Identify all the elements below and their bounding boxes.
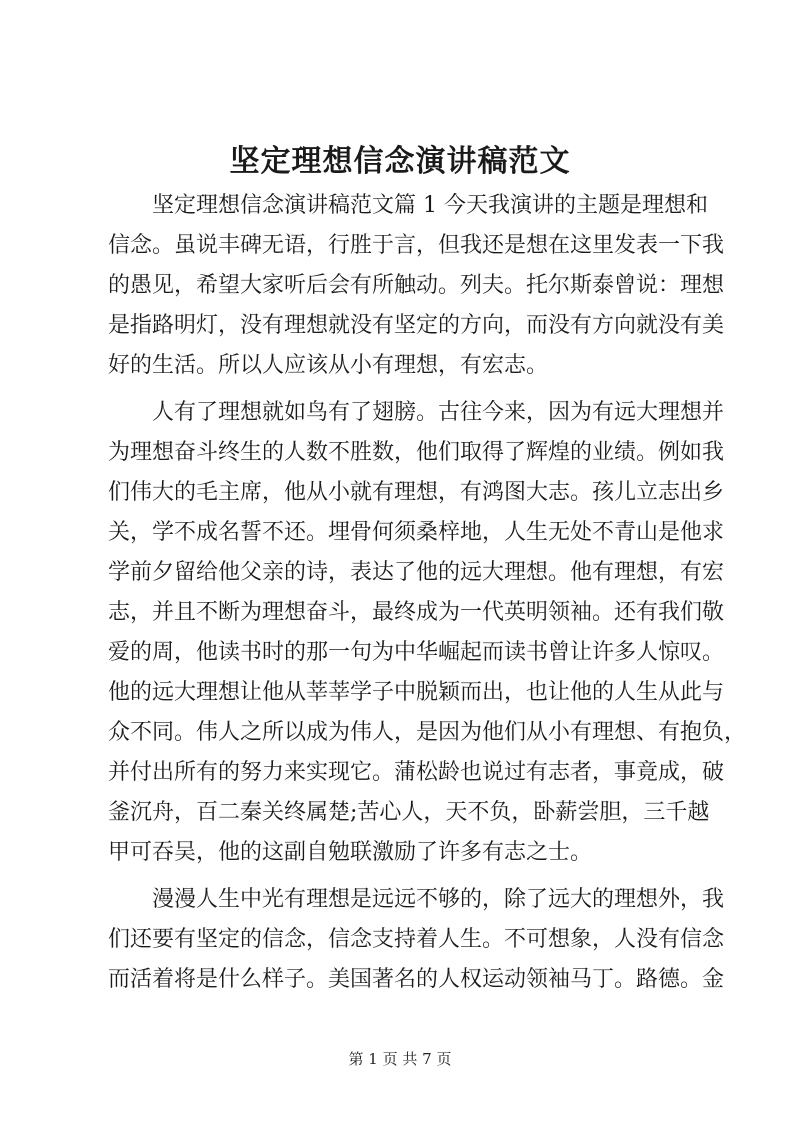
text-line: 志，并且不断为理想奋斗，最终成为一代英明领袖。还有我们敬 xyxy=(108,600,725,625)
text-line: 众不同。伟人之所以成为伟人，是因为他们从小有理想、有抱负， xyxy=(108,720,747,745)
text-line: 们还要有坚定的信念，信念支持着人生。不可想象，人没有信念 xyxy=(108,927,725,952)
text-line: 而活着将是什么样子。美国著名的人权运动领袖马丁。路德。金 xyxy=(108,967,725,992)
text-line: 并付出所有的努力来实现它。蒲松龄也说过有志者，事竟成，破 xyxy=(108,760,725,785)
text-line: 甲可吞吴，他的这副自勉联激励了许多有志之士。 xyxy=(108,840,593,865)
paragraph-gap xyxy=(108,873,708,880)
text-line: 好的生活。所以人应该从小有理想，有宏志。 xyxy=(108,353,549,378)
paragraph-3 xyxy=(108,880,725,1000)
text-line: 信念。虽说丰碑无语，行胜于言，但我还是想在这里发表一下我 xyxy=(108,233,725,258)
document-title: 坚定理想信念演讲稿范文 xyxy=(229,144,571,179)
text-line: 他的远大理想让他从莘莘学子中脱颖而出，也让他的人生从此与 xyxy=(108,680,725,705)
page-footer: 第 1 页 共 7 页 xyxy=(348,1050,452,1068)
paragraph-1 xyxy=(108,186,725,386)
text-line: 学前夕留给他父亲的诗，表达了他的远大理想。他有理想，有宏 xyxy=(108,560,725,585)
paragraph-2 xyxy=(108,393,747,873)
paragraph-gap xyxy=(108,386,708,393)
text-line: 爱的周，他读书时的那一句为中华崛起而读书曾让许多人惊叹。 xyxy=(108,640,725,665)
text-line: 是指路明灯，没有理想就没有坚定的方向，而没有方向就没有美 xyxy=(108,313,725,338)
text-line: 人有了理想就如鸟有了翅膀。古往今来，因为有远大理想并 xyxy=(108,400,725,425)
text-line: 釜沉舟，百二秦关终属楚;苦心人，天不负，卧薪尝胆，三千越 xyxy=(108,800,710,825)
text-line: 坚定理想信念演讲稿范文篇 1 今天我演讲的主题是理想和 xyxy=(108,193,708,218)
text-line: 的愚见，希望大家听后会有所触动。列夫。托尔斯泰曾说：理想 xyxy=(108,273,725,298)
text-line: 关，学不成名誓不还。埋骨何须桑梓地，人生无处不青山是他求 xyxy=(108,520,725,545)
text-line: 为理想奋斗终生的人数不胜数，他们取得了辉煌的业绩。例如我 xyxy=(108,440,725,465)
text-line: 们伟大的毛主席，他从小就有理想，有鸿图大志。孩儿立志出乡 xyxy=(108,480,725,505)
text-line: 漫漫人生中光有理想是远远不够的，除了远大的理想外，我 xyxy=(108,887,725,912)
document-body xyxy=(108,186,747,1000)
